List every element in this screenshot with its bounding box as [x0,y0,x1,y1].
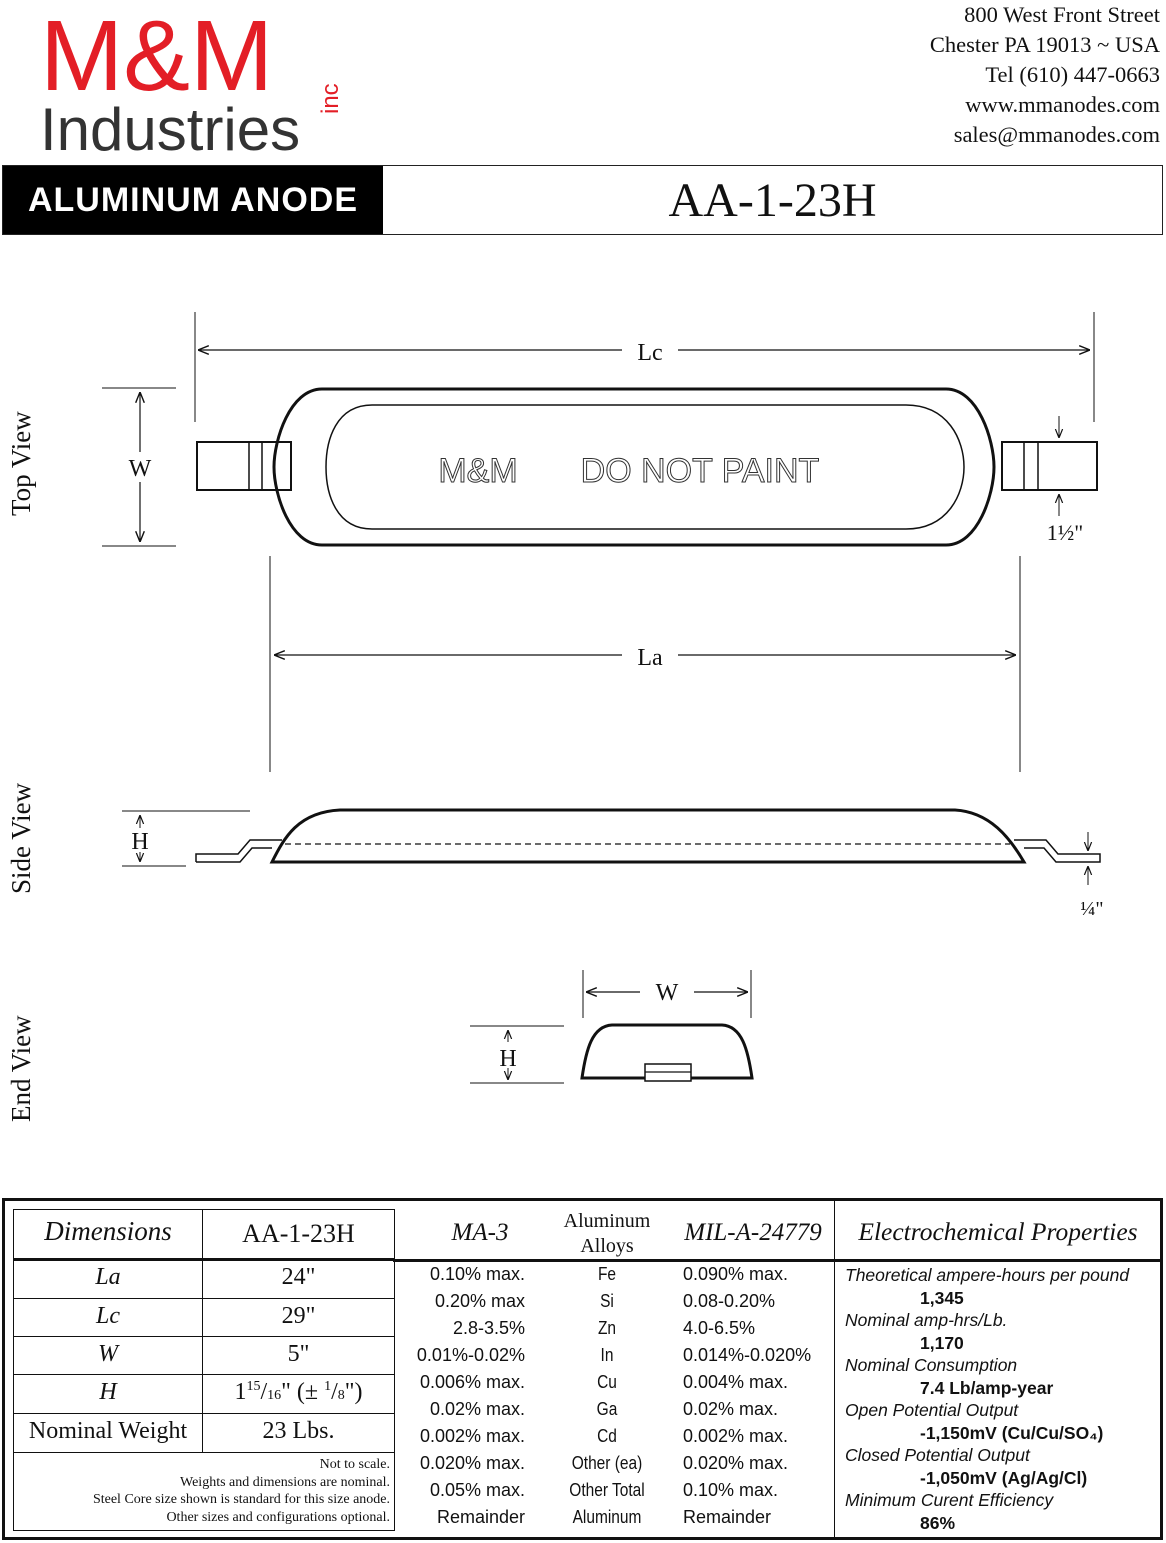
address-street: 800 West Front Street [964,2,1160,27]
logo-industries-text: Industries [40,96,301,156]
element-ga: Ga [596,1399,618,1419]
specifications-panel [2,1198,1163,1540]
address-phone: Tel (610) 447-0663 [985,62,1160,87]
ep-label-open-potential: Open Potential Output [845,1400,1019,1420]
ma3-other-ea: 0.020% max. [419,1453,525,1473]
mil-cu: 0.004% max. [683,1372,789,1392]
mil-si: 0.08-0.20% [683,1291,776,1311]
h-whole: 1 [234,1379,247,1405]
ep-label-nominal-amp: Nominal amp-hrs/Lb. [845,1310,1008,1330]
ep-value-open-potential: -1,150mV (Cu/Cu/SO₄) [920,1422,1104,1443]
h-tol-open: " (± [281,1379,325,1405]
ep-value-efficiency: 86% [920,1512,956,1533]
electrochem-header: Electrochemical Properties [858,1217,1138,1246]
dim-value-h: $1^{15}/16$" (± $^1$/8") [234,1379,363,1405]
dimensions-model-header: AA-1-23H [242,1219,355,1248]
address-website: www.mmanodes.com [965,92,1160,117]
dim-name-w: W [98,1341,118,1367]
mil-other-ea: 0.020% max. [683,1453,789,1473]
lc-label: Lc [637,340,663,366]
address-city: Chester PA 19013 ~ USA [929,32,1160,57]
element-si: Si [600,1291,614,1311]
address-email: sales@mmanodes.com [953,122,1160,147]
logo-inc-text: inc [317,83,344,114]
ma3-aluminum: Remainder [436,1507,525,1527]
ep-label-efficiency: Minimum Curent Efficiency [845,1490,1054,1510]
note-core: Steel Core size shown is standard for this size anode. [92,1492,390,1507]
element-other-ea: Other (ea) [571,1453,643,1473]
ep-value-consumption: 7.4 Lb/amp-year [920,1377,1054,1398]
core-thickness-label: ¼" [1080,898,1104,920]
ma3-zn: 2.8-3.5% [452,1318,525,1338]
mil-other-total: 0.10% max. [683,1480,779,1500]
ep-value-nominal-amp: 1,170 [920,1332,964,1353]
h-tol-close: ") [344,1379,363,1405]
dim-name-lc: Lc [96,1303,120,1329]
side-view-label: Side View [6,782,36,894]
ep-label-consumption: Nominal Consumption [845,1355,1018,1375]
dim-name-weight: Nominal Weight [28,1418,188,1444]
h-tol-num: 1 [324,1379,332,1394]
dimensions-header: Dimensions [44,1216,172,1246]
mil-zn: 4.0-6.5% [683,1318,756,1338]
w-label-end: W [655,980,679,1006]
mil-ga: 0.02% max. [683,1399,779,1419]
ep-value-closed-potential: -1,050mV (Ag/Ag/Cl) [920,1467,1088,1488]
alloys-header-line1: Aluminum [563,1210,651,1232]
logo-mark-text: M&M [40,4,274,112]
note-options: Other sizes and configurations optional. [166,1509,390,1525]
product-model: AA-1-23H [668,173,877,227]
note-scale: Not to scale. [319,1457,390,1472]
end-view-label: End View [6,1015,36,1122]
top-view-drawing [102,312,1097,546]
electrochem-list [845,1264,1161,1534]
product-category: ALUMINUM ANODE [3,166,383,234]
h-tol-den: 8 [337,1388,345,1403]
note-nominal: Weights and dimensions are nominal. [180,1474,390,1490]
mil-header: MIL-A-24779 [684,1219,822,1246]
element-cd: Cd [597,1426,617,1446]
ep-label-theoretical: Theoretical ampere-hours per pound [845,1265,1130,1285]
dimensions-table [13,1209,395,1531]
mil-cd: 0.002% max. [683,1426,789,1446]
dim-name-h: H [99,1379,117,1405]
dim-name-la: La [95,1264,121,1290]
element-other-total: Other Total [569,1480,645,1500]
ep-label-closed-potential: Closed Potential Output [845,1445,1030,1465]
element-fe: Fe [597,1264,617,1284]
h-label-end: H [499,1046,517,1072]
element-cu: Cu [597,1372,617,1392]
element-in: In [600,1345,614,1365]
dim-value-lc: 29" [281,1303,316,1329]
core-width-label: 1½" [1046,520,1084,545]
top-view-label: Top View [6,411,36,516]
element-aluminum: Aluminum [572,1507,642,1527]
element-zn: Zn [597,1318,617,1338]
dimension-notes [20,1456,390,1526]
ma3-header: MA-3 [451,1219,509,1246]
ma3-cu: 0.006% max. [419,1372,525,1392]
stamp-warning: DO NOT PAINT [580,452,820,490]
h-frac-den: 16 [267,1388,282,1403]
dim-value-w: 5" [287,1341,310,1367]
h-label-side: H [131,829,149,855]
w-label-top: W [128,456,152,482]
mil-aluminum: Remainder [683,1507,772,1527]
dim-value-weight: 23 Lbs. [262,1418,335,1444]
mil-in: 0.014%-0.020% [683,1345,812,1365]
ma3-cd: 0.002% max. [419,1426,525,1446]
ma3-in: 0.01%-0.02% [416,1345,525,1365]
ep-value-theoretical: 1,345 [920,1287,964,1308]
alloys-header-line2: Alloys [580,1235,634,1257]
h-frac-num: 15 [246,1379,261,1394]
ma3-other-total: 0.05% max. [429,1480,525,1500]
mil-fe: 0.090% max. [683,1264,789,1284]
ma3-ga: 0.02% max. [429,1399,525,1419]
side-view-drawing [122,810,1100,885]
dim-value-la: 24" [281,1264,316,1290]
ma3-si: 0.20% max [434,1291,525,1311]
alloys-header [550,1209,664,1259]
stamp-brand: M&M [438,452,518,490]
ma3-fe: 0.10% max. [429,1264,525,1284]
la-label: La [637,645,663,671]
